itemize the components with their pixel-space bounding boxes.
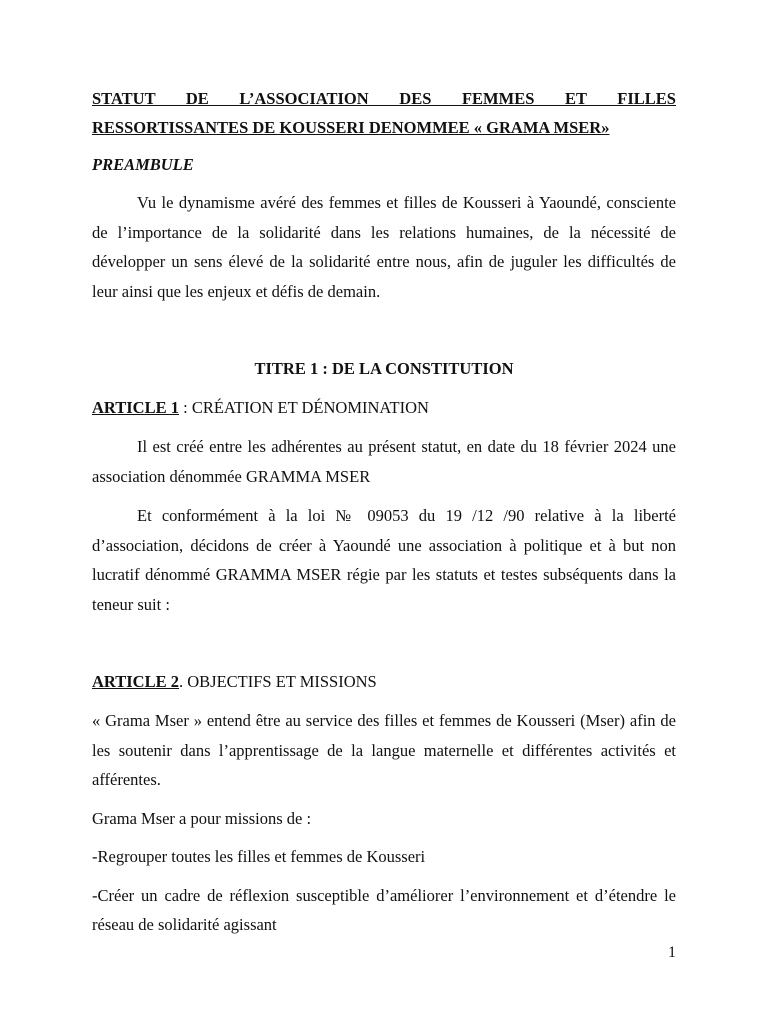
article-2-label: ARTICLE 2 [92,672,179,691]
article-1-paragraph-1: Il est créé entre les adhérentes au présent statut, en date du 18 février 2024 une association dénommée GRAMMA MSER [92,437,676,486]
preamble-paragraph: Vu le dynamisme avéré des femmes et filles de Kousseri à Yaoundé, consciente de l’importance de la solidarité dans les relations humaines, de la nécessité de développer un sens élevé de la solidarité entre nous, afin de juguler les difficultés de leur ainsi que les enjeux et défis de demain. [92,193,676,301]
mission-item-1: -Regrouper toutes les filles et femmes de Kousseri [92,847,426,866]
mission-item-2: -Créer un cadre de réflexion susceptible d’améliorer l’environnement et d’étendre le réseau de solidarité agissant [92,885,676,934]
document-page [92,84,676,940]
article-1-heading-text: : CRÉATION ET DÉNOMINATION [178,398,429,417]
title-line-2: RESSORTISSANTES DE KOUSSERI DENOMMEE « GRAMA MSER» [92,118,610,137]
article-2-heading [92,667,676,696]
article-2-heading-text: . OBJECTIFS ET MISSIONS [178,672,377,691]
page-number: 1 [668,944,676,961]
article-2-paragraph-2: Grama Mser a pour missions de : [92,808,312,828]
titre-1-heading: TITRE 1 : DE LA CONSTITUTION [254,359,514,378]
article-1-label: ARTICLE 1 [92,398,179,417]
article-2-paragraph-1: « Grama Mser » entend être au service des filles et femmes de Kousseri (Mser) afin de les soutenir dans l’apprentissage de la langue maternelle et différentes activités et afférentes. [92,711,676,789]
title-line-1: STATUT DE L’ASSOCIATION DES FEMMES ET FILLES [92,89,676,108]
document-title [92,84,676,142]
article-1-heading [92,393,676,422]
preamble-heading: PREAMBULE [92,155,194,174]
article-1-paragraph-2: Et conformément à la loi № 09053 du 19 /12 /90 relative à la liberté d’association, décidons de créer à Yaoundé une association à politique et à but non lucratif dénommé GRAMMA MSER régie par les statuts et testes subséquents dans la teneur suit : [92,506,676,614]
